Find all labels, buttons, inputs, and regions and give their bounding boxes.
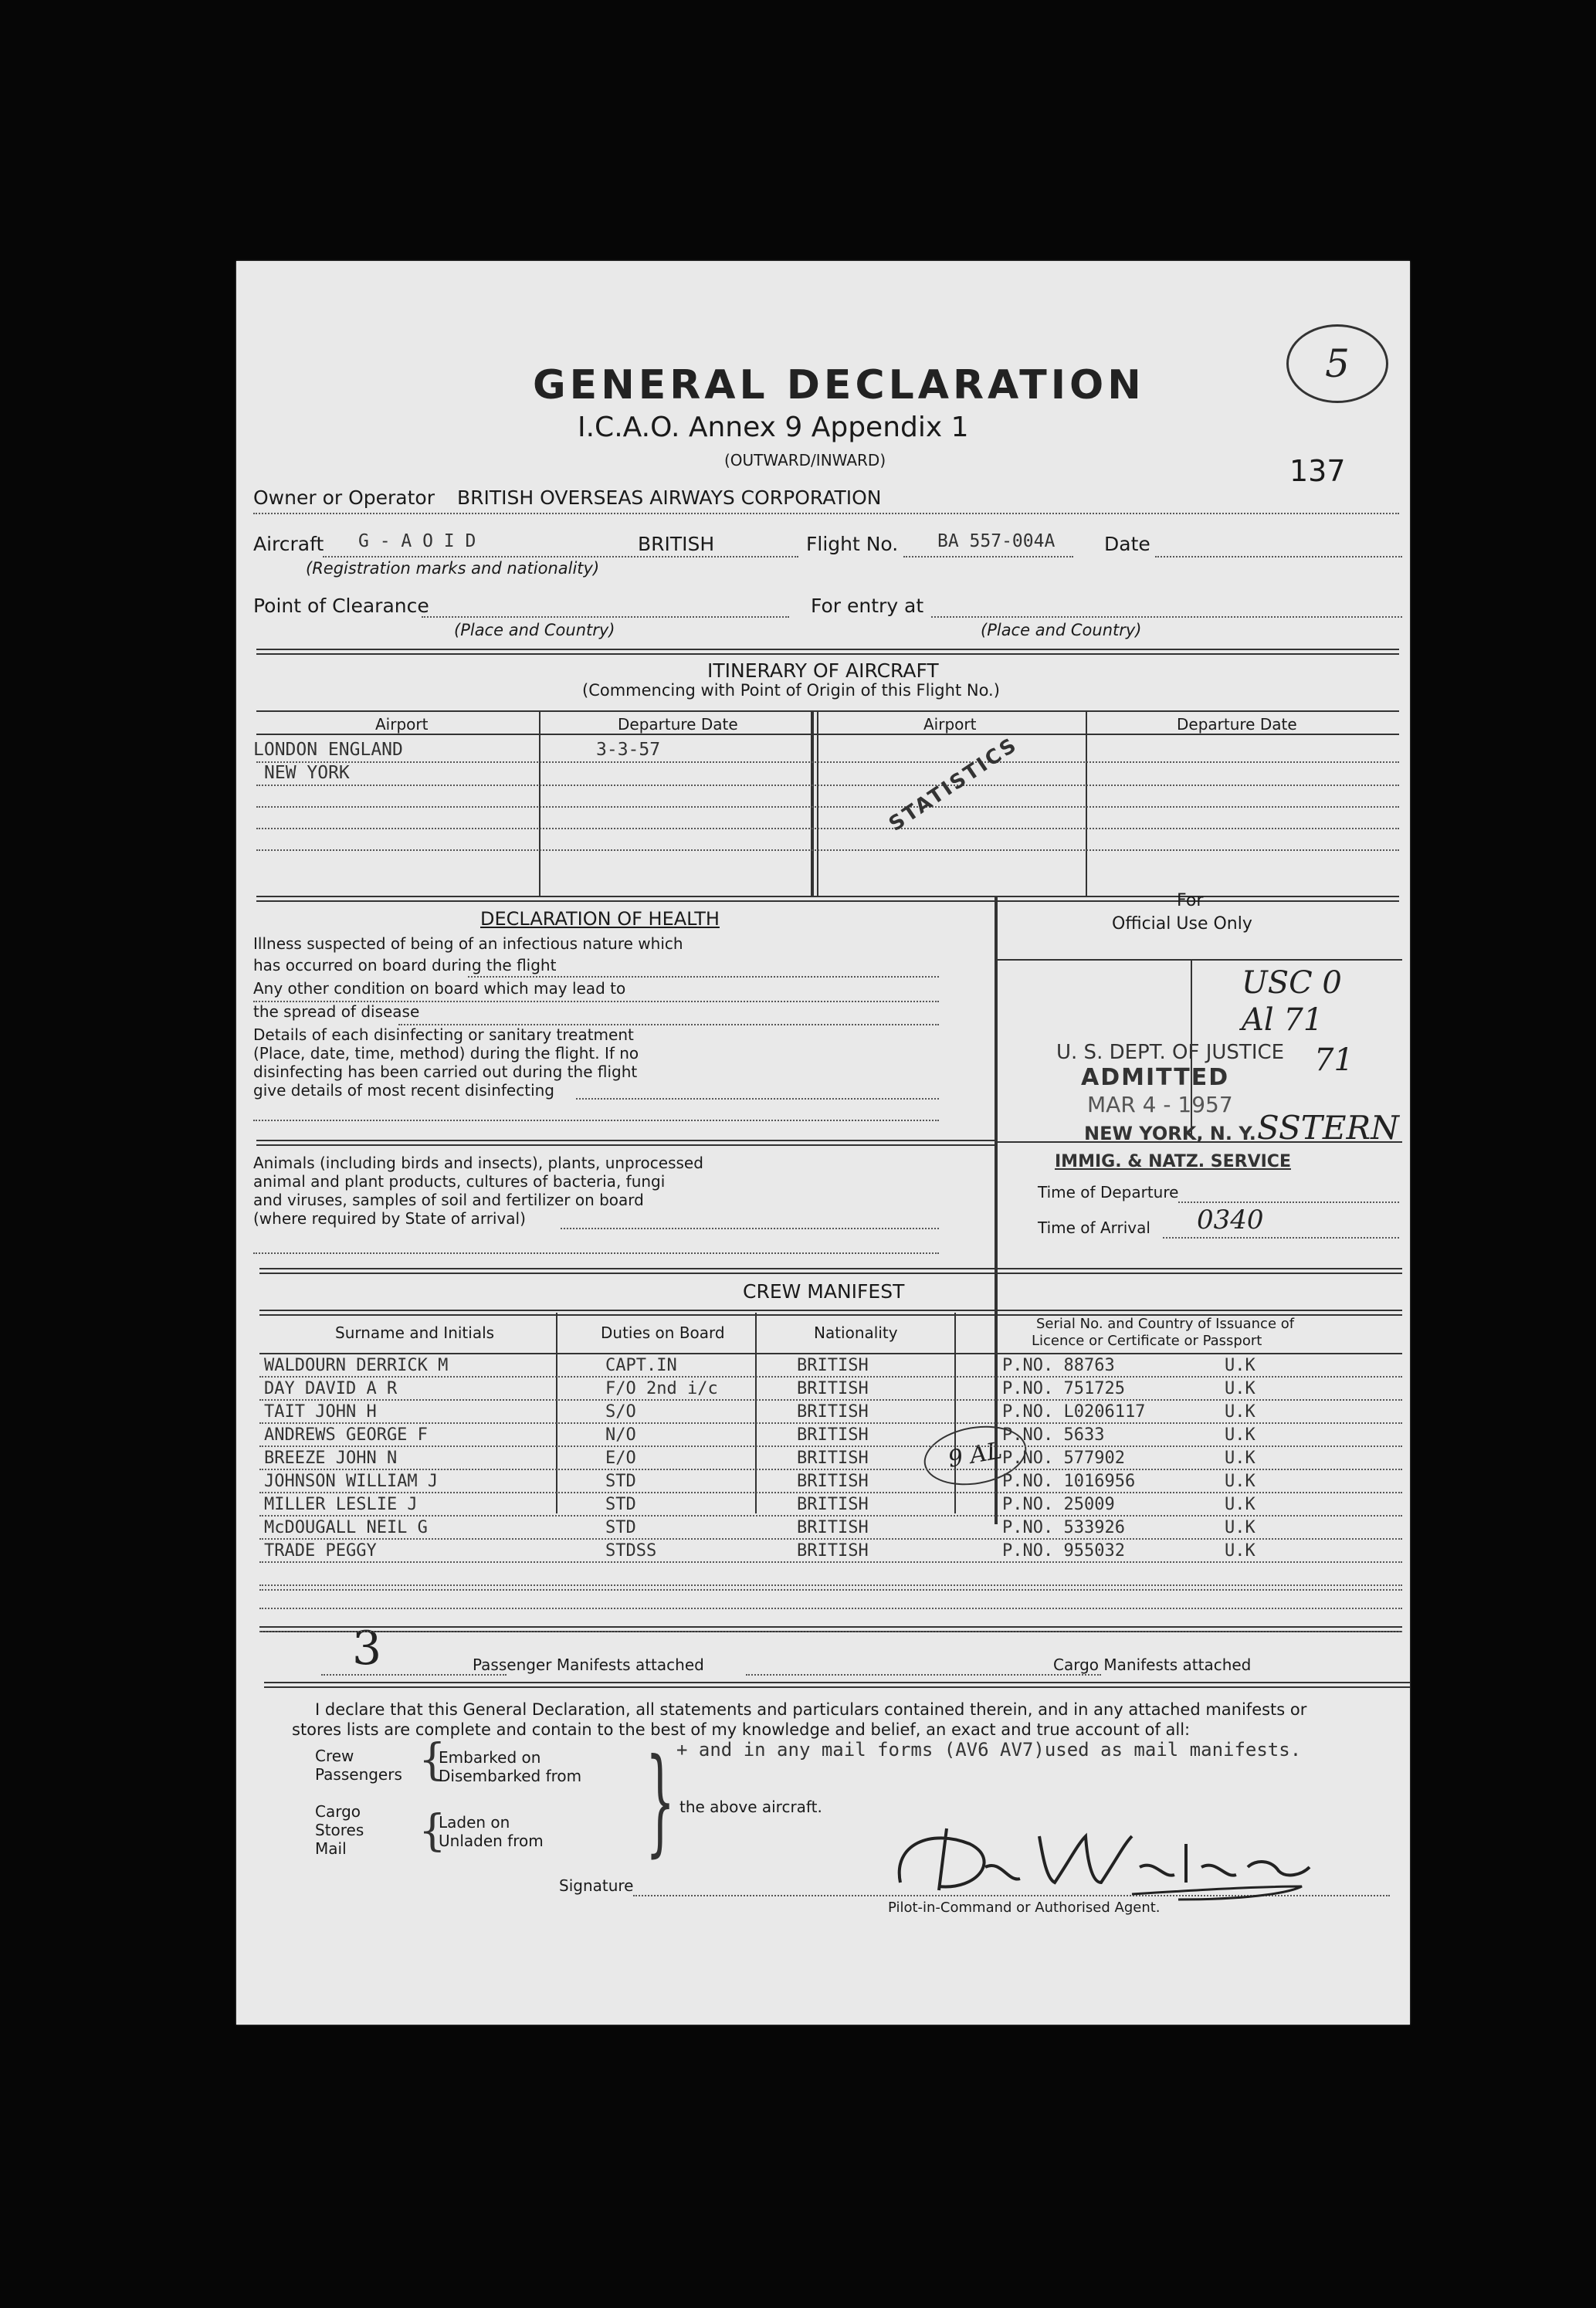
crew-col-duties: Duties on Board — [601, 1323, 725, 1342]
above-aircraft-label: the above aircraft. — [679, 1798, 822, 1816]
flight-label: Flight No. — [806, 533, 899, 555]
itinerary-row-line-1 — [256, 761, 1399, 763]
crew-row-duty: N/O — [605, 1425, 636, 1445]
health-q4-line3: and viruses, samples of soil and fertilizer on board — [253, 1191, 644, 1209]
health-q1-line1: Illness suspected of being of an infectious nature which — [253, 934, 683, 953]
health-q3-line4: give details of most recent disinfecting — [253, 1081, 554, 1100]
crew-row-name: JOHNSON WILLIAM J — [264, 1472, 439, 1491]
declaration-line1: I declare that this General Declaration, all statements and particulars contained therein, and in any attached manifests or — [315, 1700, 1307, 1719]
passenger-manifest-label: Passenger Manifests attached — [473, 1656, 704, 1674]
crew-row-serial: P.NO. 751725 — [1002, 1379, 1125, 1398]
crew-row-duty: STD — [605, 1472, 636, 1491]
crew-row-country: U.K — [1225, 1518, 1255, 1537]
health-q1-line2: has occurred on board during the flight — [253, 956, 557, 974]
departure-time-line — [1178, 1201, 1399, 1203]
crew-row-name: McDOUGALL NEIL G — [264, 1518, 428, 1537]
crew-row-line — [259, 1422, 1402, 1424]
crew-row-country: U.K — [1225, 1402, 1255, 1422]
crew-row-line — [259, 1561, 1402, 1563]
health-title: DECLARATION OF HEALTH — [480, 908, 720, 930]
itinerary-date-1: 3-3-57 — [596, 740, 661, 760]
entry-note: (Place and Country) — [981, 621, 1142, 639]
itinerary-title: ITINERARY OF AIRCRAFT — [707, 659, 939, 682]
page-number: 137 — [1289, 454, 1346, 488]
crew-row-line — [259, 1492, 1402, 1493]
itinerary-divider-3 — [817, 710, 818, 896]
aircraft-registration: G - A O I D — [358, 531, 476, 551]
itinerary-bottom-rule — [256, 896, 1399, 902]
itinerary-airport-2: NEW YORK — [264, 763, 350, 783]
crew-row-country: U.K — [1225, 1541, 1255, 1561]
health-q4-line4: (where required by State of arrival) — [253, 1209, 526, 1228]
crew-row-duty: F/O 2nd i/c — [605, 1379, 718, 1398]
official-hand-1: USC 0 — [1242, 965, 1342, 1001]
crew-blank-line — [259, 1631, 1402, 1632]
aircraft-dotted-line — [323, 556, 798, 558]
manifest-rule — [264, 1682, 1410, 1688]
crew-row-serial: P.NO. L0206117 — [1002, 1402, 1146, 1422]
crew-row-duty: S/O — [605, 1402, 636, 1422]
official-initials: SSTERN — [1257, 1109, 1399, 1147]
itinerary-col-airport-1: Airport — [375, 715, 429, 734]
crew-row-nationality: BRITISH — [797, 1541, 869, 1561]
admitted-stamp-line2: ADMITTED — [1081, 1064, 1230, 1091]
entry-dotted-line — [931, 616, 1402, 618]
itinerary-top-rule — [256, 649, 1399, 655]
statistics-stamp: STATISTICS — [885, 733, 1022, 836]
itinerary-divider-4 — [1086, 710, 1087, 896]
admitted-stamp-line4: NEW YORK, N. Y. — [1084, 1123, 1256, 1144]
health-q3-line-b — [253, 1120, 939, 1121]
crew-row-line — [259, 1515, 1402, 1517]
crew-row-serial: P.NO. 955032 — [1002, 1541, 1125, 1561]
direction-label: (OUTWARD/INWARD) — [724, 451, 886, 469]
clearance-dotted-line — [422, 616, 789, 618]
aircraft-label: Aircraft — [253, 533, 324, 555]
signature-label: Signature — [559, 1876, 634, 1895]
health-q4-line2: animal and plant products, cultures of bacteria, fungi — [253, 1172, 666, 1191]
embarked-label: Embarked on — [439, 1748, 541, 1767]
cargo-count-line — [746, 1674, 1101, 1676]
crew-row-country: U.K — [1225, 1472, 1255, 1491]
crew-row-nationality: BRITISH — [797, 1449, 869, 1468]
crew-row-name: ANDREWS GEORGE F — [264, 1425, 428, 1445]
crew-header-rule — [259, 1310, 1402, 1316]
crew-row-duty: E/O — [605, 1449, 636, 1468]
itinerary-col-airport-2: Airport — [923, 715, 977, 734]
crew-row-country: U.K — [1225, 1379, 1255, 1398]
crew-row-nationality: BRITISH — [797, 1472, 869, 1491]
declaration-line2: stores lists are complete and contain to the best of my knowledge and belief, an exact and true account of all: — [292, 1720, 1191, 1739]
owner-dotted-line — [253, 513, 1399, 514]
crew-col-serial-1: Serial No. and Country of Issuance of — [1036, 1316, 1295, 1332]
registration-note: (Registration marks and nationality) — [306, 559, 600, 578]
crew-row-name: TAIT JOHN H — [264, 1402, 377, 1422]
itinerary-divider-1 — [539, 710, 540, 896]
crew-divider-1 — [556, 1313, 557, 1513]
clearance-note: (Place and Country) — [454, 621, 615, 639]
crew-row-serial: P.NO. 1016956 — [1002, 1472, 1136, 1491]
crew-subheader-rule — [259, 1353, 1402, 1354]
crew-row-nationality: BRITISH — [797, 1425, 869, 1445]
itinerary-subheader-rule — [256, 734, 1399, 735]
crew-row-serial: P.NO. 5633 — [1002, 1425, 1105, 1445]
cargo-label: Cargo — [315, 1802, 361, 1821]
health-q4-line — [561, 1228, 939, 1229]
health-q3-line2: (Place, date, time, method) during the flight. If no — [253, 1044, 639, 1062]
mail-forms-note: + and in any mail forms (AV6 AV7)used as mail manifests. — [676, 1739, 1302, 1761]
health-q3-line — [576, 1098, 939, 1100]
itinerary-airport-1: LONDON ENGLAND — [253, 740, 403, 760]
official-hand-2: Al 71 — [1242, 1002, 1323, 1038]
crew-blank-line — [259, 1608, 1402, 1609]
crew-row-name: DAY DAVID A R — [264, 1379, 398, 1398]
crew-row-line — [259, 1538, 1402, 1540]
crew-title: CREW MANIFEST — [743, 1280, 905, 1303]
itinerary-row-line-5 — [256, 849, 1399, 851]
crew-row-duty: STD — [605, 1518, 636, 1537]
passengers-label: Passengers — [315, 1765, 402, 1784]
crew-row-name: MILLER LESLIE J — [264, 1495, 418, 1514]
itinerary-col-date-1: Departure Date — [618, 715, 738, 734]
crew-row-serial: P.NO. 533926 — [1002, 1518, 1125, 1537]
crew-col-nationality: Nationality — [814, 1323, 898, 1342]
crew-row-serial: P.NO. 25009 — [1002, 1495, 1115, 1514]
official-title-2: Official Use Only — [1112, 914, 1252, 934]
admitted-stamp-line1: U. S. DEPT. OF JUSTICE — [1056, 1041, 1285, 1064]
crew-row-country: U.K — [1225, 1425, 1255, 1445]
pilot-label: Pilot-in-Command or Authorised Agent. — [888, 1900, 1161, 1916]
passenger-manifest-count: 3 — [352, 1622, 382, 1676]
form-title: GENERAL DECLARATION — [533, 362, 1145, 408]
crew-row-nationality: BRITISH — [797, 1495, 869, 1514]
itinerary-row-line-2 — [256, 785, 1399, 786]
owner-value: BRITISH OVERSEAS AIRWAYS CORPORATION — [457, 486, 882, 509]
crew-row-line — [259, 1376, 1402, 1378]
itinerary-row-line-3 — [256, 806, 1399, 808]
date-dotted-line — [1155, 556, 1402, 558]
itinerary-divider-2 — [811, 710, 814, 896]
itinerary-header-rule — [256, 710, 1399, 712]
arrival-time-value: 0340 — [1197, 1205, 1264, 1235]
crew-row-nationality: BRITISH — [797, 1402, 869, 1422]
crew-top-rule — [259, 1268, 1402, 1274]
crew-row-duty: STD — [605, 1495, 636, 1514]
health-mid-rule — [256, 1140, 995, 1146]
declaration-brace: } — [646, 1734, 676, 1869]
crew-divider-2 — [755, 1313, 757, 1513]
official-stamp-rule — [996, 1141, 1402, 1143]
crew-row-duty: CAPT.IN — [605, 1356, 677, 1375]
health-q4-line-b — [253, 1252, 939, 1254]
crew-row-line — [259, 1399, 1402, 1401]
clearance-label: Point of Clearance — [253, 595, 429, 617]
signature-mark — [885, 1813, 1317, 1906]
crew-circled-note: 9 AL — [920, 1418, 1032, 1493]
crew-label: Crew — [315, 1747, 354, 1765]
crew-row-name: TRADE PEGGY — [264, 1541, 377, 1561]
arrival-time-label: Time of Arrival — [1038, 1218, 1150, 1237]
mail-label: Mail — [315, 1839, 347, 1858]
crew-col-serial-2: Licence or Certificate or Passport — [1032, 1333, 1262, 1349]
health-q3-line3: disinfecting has been carried out during the flight — [253, 1062, 638, 1081]
crew-row-nationality: BRITISH — [797, 1356, 869, 1375]
crew-brace: { — [418, 1735, 446, 1785]
crew-row-country: U.K — [1225, 1495, 1255, 1514]
unladen-label: Unladen from — [439, 1832, 544, 1850]
departure-time-label: Time of Departure — [1038, 1183, 1179, 1201]
health-q3-line1: Details of each disinfecting or sanitary treatment — [253, 1025, 634, 1044]
crew-row-serial: P.NO. 88763 — [1002, 1356, 1115, 1375]
health-q2-line1: Any other condition on board which may lead to — [253, 979, 626, 998]
entry-label: For entry at — [811, 595, 924, 617]
crew-row-country: U.K — [1225, 1356, 1255, 1375]
crew-row-line — [259, 1469, 1402, 1470]
crew-row-name: WALDOURN DERRICK M — [264, 1356, 449, 1375]
crew-blank-line — [259, 1584, 1402, 1586]
crew-row-country: U.K — [1225, 1449, 1255, 1468]
crew-row-serial: P.NO. 577902 — [1002, 1449, 1125, 1468]
itinerary-col-date-2: Departure Date — [1177, 715, 1297, 734]
declaration-form — [236, 261, 1410, 2025]
admitted-stamp-line5: IMMIG. & NATZ. SERVICE — [1055, 1152, 1291, 1171]
crew-col-name: Surname and Initials — [335, 1323, 495, 1342]
itinerary-subtitle: (Commencing with Point of Origin of this Flight No.) — [582, 681, 1000, 700]
disembarked-label: Disembarked from — [439, 1767, 582, 1785]
official-header-rule — [996, 959, 1402, 961]
form-subtitle: I.C.A.O. Annex 9 Appendix 1 — [578, 412, 969, 443]
aircraft-nationality: BRITISH — [638, 533, 715, 555]
flight-dotted-line — [903, 556, 1073, 558]
crew-row-nationality: BRITISH — [797, 1518, 869, 1537]
official-title-1: For — [1177, 891, 1204, 910]
crew-row-name: BREEZE JOHN N — [264, 1449, 398, 1468]
crew-row-nationality: BRITISH — [797, 1379, 869, 1398]
crew-row-line — [259, 1445, 1402, 1447]
crew-row-duty: STDSS — [605, 1541, 657, 1561]
date-label: Date — [1104, 533, 1150, 555]
cargo-manifest-label: Cargo Manifests attached — [1053, 1656, 1252, 1674]
circled-number: 5 — [1286, 324, 1388, 403]
health-q1-line — [468, 976, 939, 978]
passenger-count-line — [321, 1674, 507, 1676]
cargo-brace: { — [418, 1806, 446, 1856]
health-q4-line1: Animals (including birds and insects), plants, unprocessed — [253, 1154, 703, 1172]
flight-number: BA 557-004A — [937, 531, 1056, 551]
itinerary-row-line-4 — [256, 828, 1399, 829]
health-q2-line2: the spread of disease — [253, 1002, 420, 1021]
owner-label: Owner or Operator — [253, 486, 435, 509]
admitted-stamp-line3: MAR 4 - 1957 — [1087, 1092, 1233, 1117]
stores-label: Stores — [315, 1821, 364, 1839]
crew-blank-line-1 — [259, 1589, 1402, 1591]
official-hand-3: 71 — [1314, 1042, 1354, 1078]
arrival-time-line — [1163, 1237, 1399, 1239]
laden-label: Laden on — [439, 1813, 510, 1832]
